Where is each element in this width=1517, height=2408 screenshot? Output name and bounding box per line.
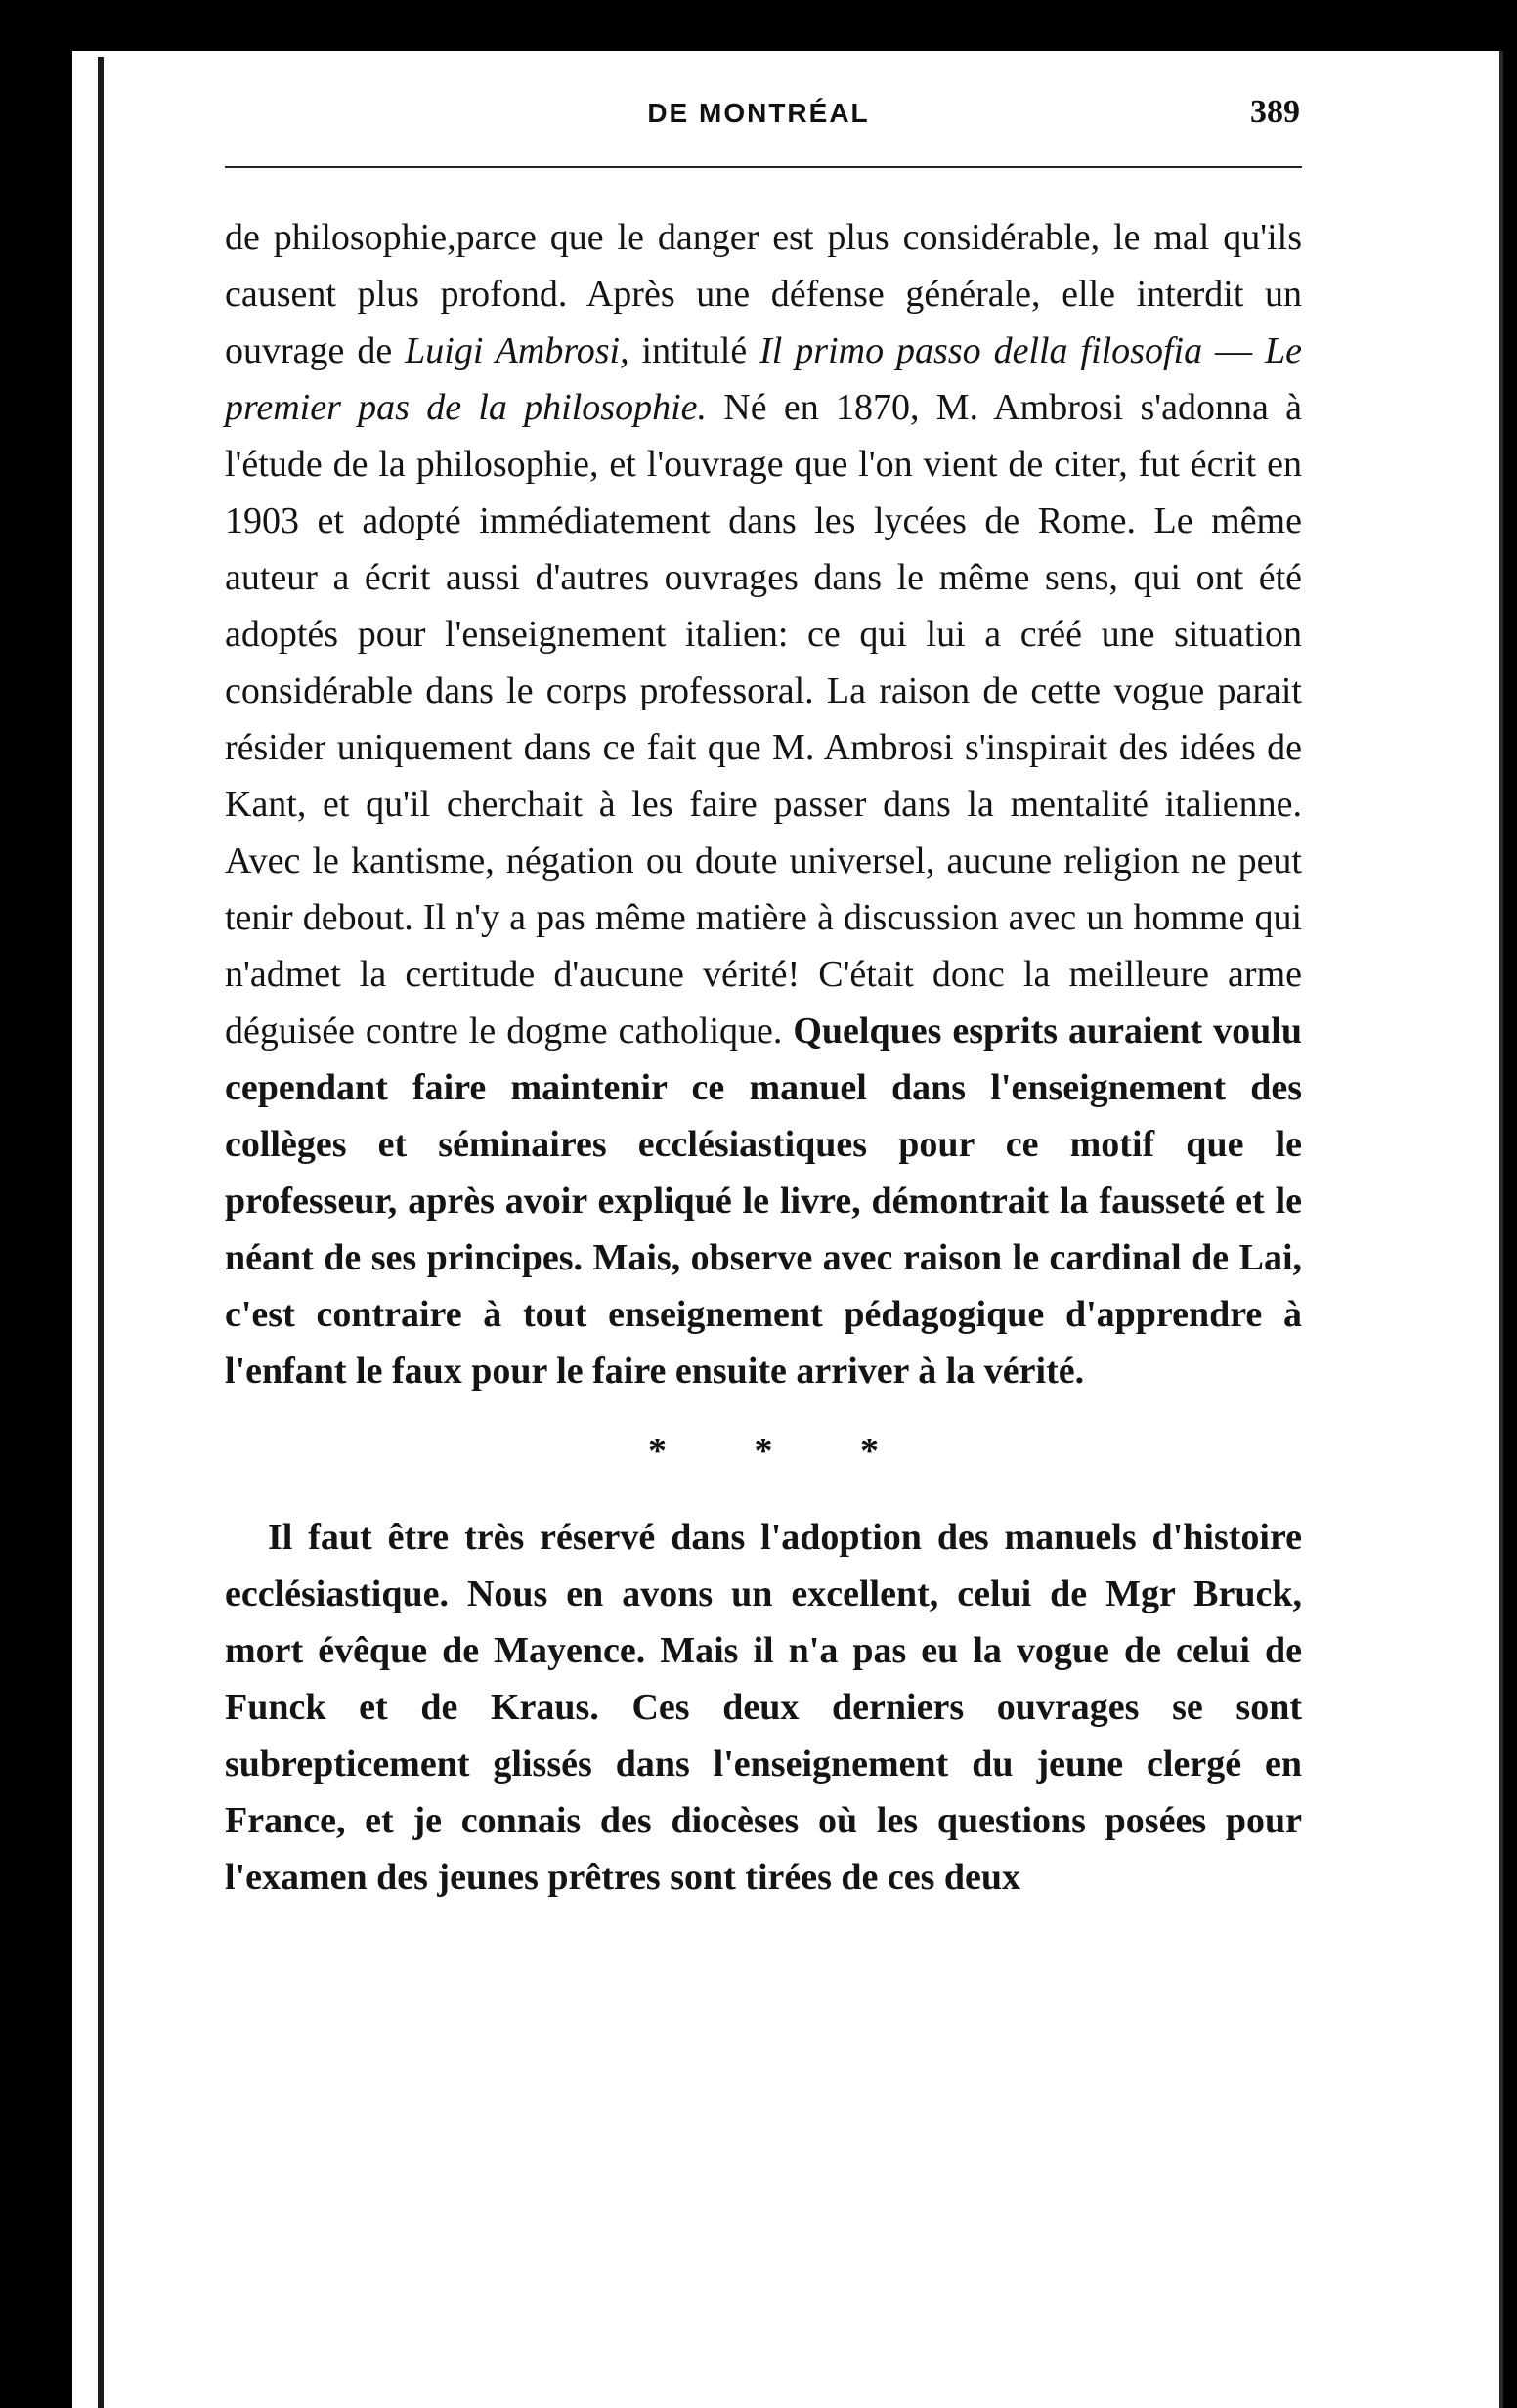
paragraph-1-part-b: intitulé (628, 330, 760, 371)
paragraph-1-part-c: — (1202, 330, 1265, 371)
page-left-edge (98, 57, 104, 2408)
paragraph-1-part-e: Quelques esprits auraient voulu cependant faire maintenir ce manuel dans l'enseignement des collèges et séminaires ecclésiastiques pour ce motif que le professeur, après avoir expliqué le livre, démontrait la fausseté et le néant de ses principes. Mais, observe avec raison le cardinal de Lai, c'est contraire à tout enseignement pédagogique d'apprendre à l'enfant le faux pour le faire ensuite arriver à la vérité. (225, 1010, 1302, 1392)
header-divider (225, 166, 1302, 168)
page-header (0, 94, 1517, 156)
section-separator: * * * (648, 1431, 918, 1472)
paragraph-1 (225, 209, 1302, 1399)
page-right-edge (1499, 51, 1503, 2408)
italian-title: Il primo passo della filosofia (759, 330, 1203, 371)
page-number: 389 (1250, 94, 1300, 130)
body-text (225, 209, 1302, 1906)
paragraph-2: Il faut être très réservé dans l'adoption des manuels d'histoire ecclésiastique. Nous en avons un excellent, celui de Mgr Bruck, mort évêque de Mayence. Mais il n'a pas eu la vogue de celui de Funck et de Kraus. Ces deux derniers ouvrages se sont subrepticement glissés dans l'enseignement du jeune clergé en France, et je connais des diocèses où les questions posées pour l'examen des jeunes prêtres sont tirées de ces deux (225, 1517, 1302, 1898)
running-title: DE MONTRÉAL (647, 98, 870, 128)
paragraph-1-part-a: de philosophie,parce que le danger est plus considérable, le mal qu'ils causent plus profond. Après une défense générale, elle interdit un ouvrage de (225, 217, 1302, 371)
author-name: Luigi Ambrosi, (405, 330, 629, 371)
paragraph-1-part-d: Né en 1870, M. Ambrosi s'adonna à l'étude de la philosophie, et l'ouvrage que l'on vient de citer, fut écrit en 1903 et adopté immédiatement dans les lycées de Rome. Le même auteur a écrit aussi d'autres ouvrages dans le même sens, qui ont été adoptés pour l'enseignement italien: ce qui lui a créé une situation considérable dans le corps professoral. La raison de cette vogue parait résider uniquement dans ce fait que M. Ambrosi s'inspirait des idées de Kant, et qu'il cherchait à les faire passer dans la mentalité italienne. Avec le kantisme, négation ou doute universel, aucune religion ne peut tenir debout. Il n'y a pas même matière à discussion avec un homme qui n'admet la certitude d'aucune vérité! C'était donc la meilleure arme déguisée contre le dogme catholique. (225, 387, 1302, 1052)
french-title: Le premier pas de la philosophie. (225, 330, 1302, 428)
